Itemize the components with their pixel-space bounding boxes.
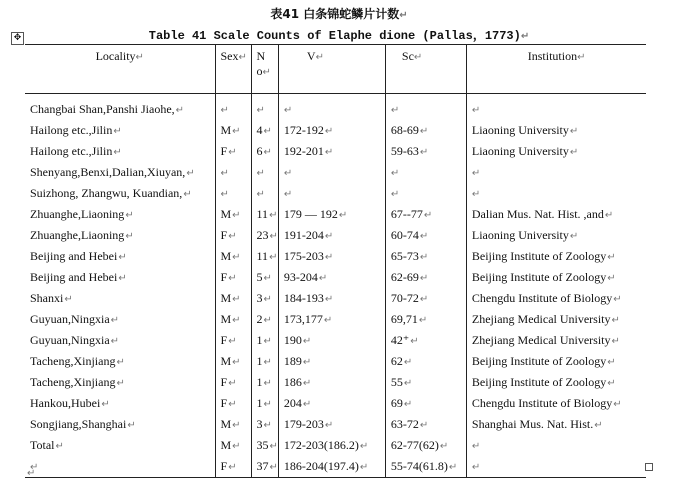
cell-locality: Guyuan,Ningxia↵ (30, 312, 120, 326)
cell-locality: Shanxi↵ (30, 291, 73, 305)
paragraph-mark-icon: ↵ (520, 31, 530, 42)
header-ventrals: V↵ (278, 45, 385, 94)
cell-v: ↵ (278, 183, 385, 204)
cell-v: ↵ (278, 94, 385, 121)
cell-v: ↵ (278, 162, 385, 183)
table-row (25, 435, 646, 456)
cell-sc: ↵ (385, 94, 466, 121)
cell-inst: Liaoning University↵ (466, 141, 646, 162)
table-row (25, 330, 646, 351)
table-header-row (25, 45, 646, 94)
table-row (25, 267, 646, 288)
cell-locality: Guyuan,Ningxia↵ (30, 333, 120, 347)
cell-locality: Hailong etc.,Jilin↵ (30, 144, 122, 158)
cell-inst: Beijing Institute of Zoology↵ (466, 267, 646, 288)
cell-locality: Hankou,Hubei↵ (30, 396, 110, 410)
cell-inst: Shanghai Mus. Nat. Hist.↵ (466, 414, 646, 435)
cell-inst: Dalian Mus. Nat. Hist. ,and↵ (466, 204, 646, 225)
cell-inst: Beijing Institute of Zoology↵ (466, 351, 646, 372)
cell-inst: ↵ (466, 162, 646, 183)
cell-no: 4↵ (251, 120, 278, 141)
cell-sex: M↵ (215, 246, 251, 267)
cell-sc: 60-74↵ (385, 225, 466, 246)
cell-sex: F↵ (215, 225, 251, 246)
cell-v: 204↵ (278, 393, 385, 414)
cell-locality: Zhuanghe,Liaoning↵ (30, 207, 134, 221)
table-row (25, 414, 646, 435)
cell-inst: Liaoning University↵ (466, 120, 646, 141)
cell-locality: Zhuanghe,Liaoning↵ (30, 228, 134, 242)
cell-locality: Songjiang,Shanghai↵ (30, 417, 136, 431)
table-row (25, 204, 646, 225)
table-row (25, 372, 646, 393)
table-row (25, 351, 646, 372)
cell-no: 3↵ (251, 414, 278, 435)
paragraph-mark-icon: ↵ (27, 468, 36, 479)
cell-locality: Beijing and Hebei↵ (30, 249, 127, 263)
cell-sc: 69,71↵ (385, 309, 466, 330)
cell-sc: 68-69↵ (385, 120, 466, 141)
table-row (25, 162, 646, 183)
cell-sex: ↵ (215, 162, 251, 183)
cell-no: 35↵ (251, 435, 278, 456)
cell-sc: 42⁺↵ (385, 330, 466, 351)
cell-no: 1↵ (251, 393, 278, 414)
cell-sc: 67--77↵ (385, 204, 466, 225)
cell-sex: M↵ (215, 309, 251, 330)
table-title-chinese: 表41 白条锦蛇鳞片计数↵ (270, 7, 408, 21)
table-row (25, 120, 646, 141)
cell-locality: Tacheng,Xinjiang↵ (30, 375, 125, 389)
cell-inst: Beijing Institute of Zoology↵ (466, 246, 646, 267)
cell-sex: M↵ (215, 435, 251, 456)
cell-no: 3↵ (251, 288, 278, 309)
cell-inst: ↵ (466, 435, 646, 456)
cell-locality: Changbai Shan,Panshi Jiaohe,↵ (30, 101, 185, 116)
cell-sex: M↵ (215, 351, 251, 372)
cell-v: 172-203(186.2)↵ (278, 435, 385, 456)
scale-counts-table (25, 44, 646, 478)
cell-sc: 62-77(62)↵ (385, 435, 466, 456)
table-row (25, 183, 646, 204)
cell-inst: Chengdu Institute of Biology↵ (466, 393, 646, 414)
cell-sex: M↵ (215, 414, 251, 435)
cell-no: 1↵ (251, 330, 278, 351)
cell-v: 172-192↵ (278, 120, 385, 141)
cell-sc: 65-73↵ (385, 246, 466, 267)
cell-no: ↵ (251, 94, 278, 121)
table-title-english: Table 41 Scale Counts of Elaphe dione (Pallas，1773)↵ (148, 29, 530, 43)
cell-locality: Suizhong, Zhangwu, Kuandian,↵ (30, 186, 192, 200)
cell-v: 192-201↵ (278, 141, 385, 162)
cell-locality: ↵ (25, 456, 215, 478)
cell-sex: ↵ (215, 183, 251, 204)
cell-v: 186↵ (278, 372, 385, 393)
cell-sex: M↵ (215, 204, 251, 225)
cell-v: 191-204↵ (278, 225, 385, 246)
header-sex: Sex↵ (215, 45, 251, 94)
paragraph-mark-icon: ↵ (399, 10, 408, 21)
cell-v: 190↵ (278, 330, 385, 351)
header-institution: Institution↵ (466, 45, 646, 94)
cell-no: 11↵ (251, 204, 278, 225)
cell-inst: Liaoning University↵ (466, 225, 646, 246)
cell-sex: M↵ (215, 288, 251, 309)
cell-locality: Tacheng,Xinjiang↵ (30, 354, 125, 368)
cell-sc: 59-63↵ (385, 141, 466, 162)
cell-sex: F↵ (215, 372, 251, 393)
cell-sc: 69↵ (385, 393, 466, 414)
cell-inst: ↵ (466, 456, 646, 478)
cell-v: 93-204↵ (278, 267, 385, 288)
cell-no: 2↵ (251, 309, 278, 330)
cell-sc: 62↵ (385, 351, 466, 372)
cell-sex: F↵ (215, 330, 251, 351)
cell-no: ↵ (251, 162, 278, 183)
cell-v: 179-203↵ (278, 414, 385, 435)
table-row (25, 141, 646, 162)
cell-sex: ↵ (215, 94, 251, 121)
cell-sc: ↵ (385, 183, 466, 204)
table-row (25, 94, 646, 121)
table-row (25, 225, 646, 246)
cell-locality: Total↵ (30, 438, 64, 452)
header-subcaudals: Sc↵ (385, 45, 466, 94)
cell-sc: 62-69↵ (385, 267, 466, 288)
cell-sex: F↵ (215, 456, 251, 478)
cell-v: 186-204(197.4)↵ (278, 456, 385, 478)
cell-no: 11↵ (251, 246, 278, 267)
cell-sex: F↵ (215, 393, 251, 414)
cell-inst: Chengdu Institute of Biology↵ (466, 288, 646, 309)
cell-inst: Zhejiang Medical University↵ (466, 309, 646, 330)
header-locality: Locality↵ (25, 45, 215, 94)
cell-no: 1↵ (251, 351, 278, 372)
cell-sex: F↵ (215, 141, 251, 162)
cell-sc: 55-74(61.8)↵ (385, 456, 466, 478)
table-row (25, 288, 646, 309)
table-row (25, 246, 646, 267)
table-row (25, 393, 646, 414)
cell-sc: 55↵ (385, 372, 466, 393)
cell-no: 5↵ (251, 267, 278, 288)
table-row (25, 456, 646, 478)
header-number: N o↵ (251, 45, 278, 94)
cell-sc: 63-72↵ (385, 414, 466, 435)
cell-inst: ↵ (466, 94, 646, 121)
cell-v: 175-203↵ (278, 246, 385, 267)
cell-inst: Zhejiang Medical University↵ (466, 330, 646, 351)
cell-no: 37↵ (251, 456, 278, 478)
cell-locality: Hailong etc.,Jilin↵ (30, 123, 122, 137)
table-row (25, 309, 646, 330)
cell-locality: Shenyang,Benxi,Dalian,Xiuyan,↵ (30, 165, 195, 179)
move-anchor-icon[interactable]: ✥ (11, 32, 24, 45)
cell-inst: ↵ (466, 183, 646, 204)
cell-no: 1↵ (251, 372, 278, 393)
cell-no: ↵ (251, 183, 278, 204)
cell-no: 6↵ (251, 141, 278, 162)
cell-locality: Beijing and Hebei↵ (30, 270, 127, 284)
cell-inst: Beijing Institute of Zoology↵ (466, 372, 646, 393)
cell-sc: ↵ (385, 162, 466, 183)
cell-v: 179 — 192↵ (278, 204, 385, 225)
cell-v: 184-193↵ (278, 288, 385, 309)
cell-sex: M↵ (215, 120, 251, 141)
cell-sex: F↵ (215, 267, 251, 288)
resize-handle[interactable] (645, 463, 653, 471)
cell-no: 23↵ (251, 225, 278, 246)
cell-v: 189↵ (278, 351, 385, 372)
cell-v: 173,177↵ (278, 309, 385, 330)
cell-sc: 70-72↵ (385, 288, 466, 309)
